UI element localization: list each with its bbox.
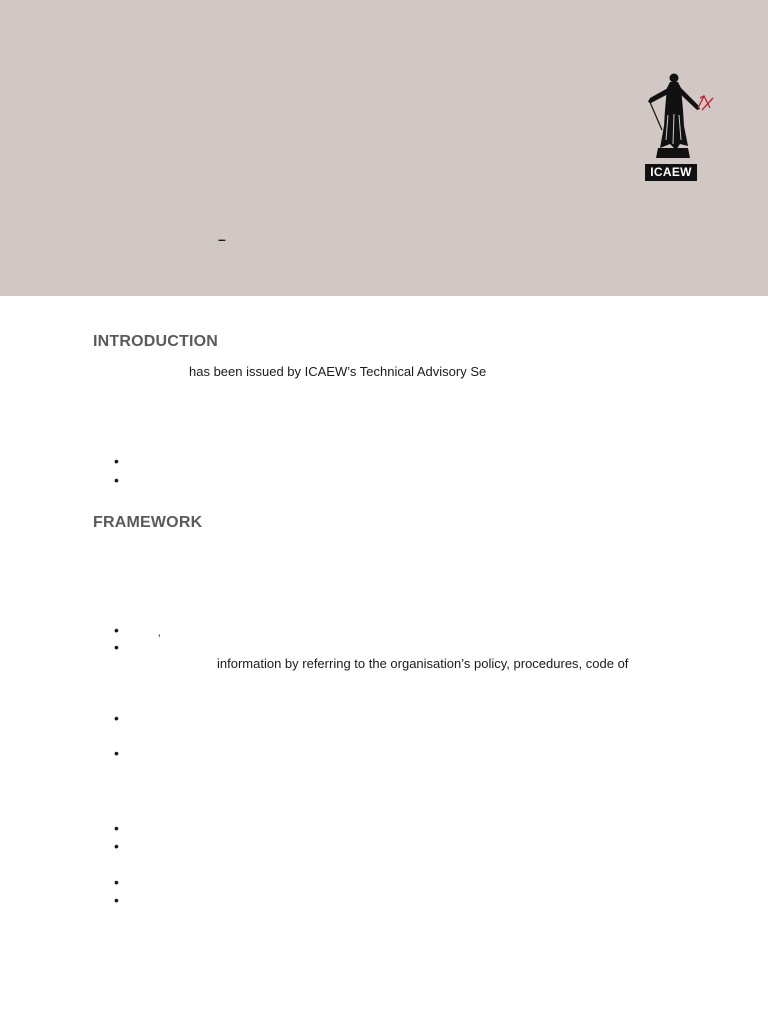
introduction-line: has been issued by ICAEW’s Technical Advisory Se [189, 364, 487, 379]
lady-justice-icon [640, 70, 718, 166]
framework-bullet-6: • [114, 838, 119, 854]
framework-bullet-1: • [114, 622, 119, 638]
framework-bullet-4: • [114, 745, 119, 761]
framework-bullet-5: • [114, 820, 119, 836]
introduction-heading: INTRODUCTION [93, 333, 219, 350]
framework-bullet-8: • [114, 892, 119, 908]
framework-comma: ’ [158, 633, 161, 645]
logo-wordmark: ICAEW [645, 164, 697, 181]
framework-bullet-7: • [114, 874, 119, 890]
framework-bullet-3: • [114, 710, 119, 726]
intro-bullet-2: • [114, 472, 119, 488]
intro-bullet-1: • [114, 453, 119, 469]
framework-line: information by referring to the organisation’s policy, procedures, code of [217, 656, 629, 671]
banner-dash: – [218, 231, 226, 247]
framework-heading: FRAMEWORK [93, 514, 203, 531]
icaew-logo [640, 70, 718, 184]
framework-bullet-2: • [114, 639, 119, 655]
header-banner [0, 0, 768, 296]
